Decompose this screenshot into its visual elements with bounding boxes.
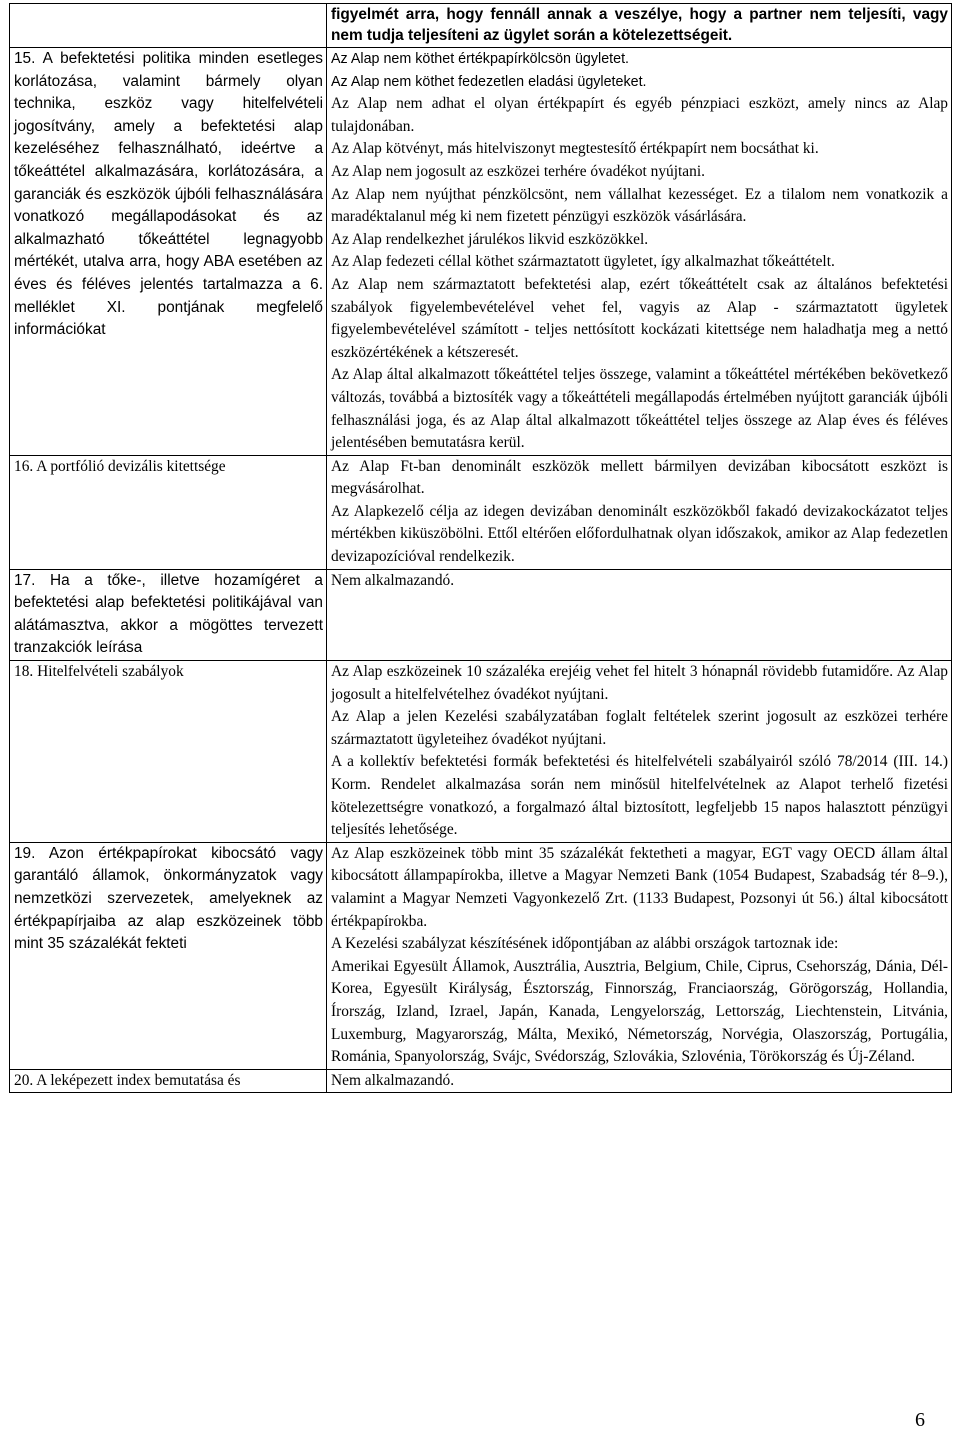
paragraph: Az Alap fedezeti céllal köthet származtatott ügyletet, így alkalmazhat tőkeáttételt. [331,253,835,271]
item-19-label: 19. Azon értékpapírokat kibocsátó vagy garantáló államok, önkormányzatok vagy nemzetközi szervezetek, amelyeknek az értékpapírjaiba az alap eszközeinek több mint 35 százalékát fekteti [14,844,323,953]
table-row [10,661,952,843]
table-row [10,842,952,1069]
item-20-label: 20. A leképezett index bemutatása és [14,1071,241,1089]
paragraph: Az Alap nem köthet fedezetlen eladási ügyleteket. [331,73,647,90]
item-17-label: 17. Ha a tőke-, illetve hozamígéret a befektetési alap befektetési politikájával van alátámasztva, akkor a mögöttes tervezett tranzakciók leírása [14,571,323,657]
paragraph: Az Alap nem származtatott befektetési alap, ezért tőkeáttételt csak az általános befektetési szabályok figyelembevételével vehet fel, vagyis az Alap - származtatott ügyletek figyelembevételével számított - teljes nettósított kockázati kitettsége nem haladhatja meg a nettó eszközértékének a kétszeresét. [331,275,948,361]
paragraph: A Kezelési szabályzat készítésének időpontjában az alábbi országok tartoznak ide: [331,935,839,953]
paragraph: Az Alap nem jogosult az eszközei terhére óvadékot nyújtani. [331,162,705,180]
row-label [10,48,327,456]
paragraph: Az Alap nem köthet értékpapírkölcsön ügyletet. [331,51,630,67]
paragraph: A a kollektív befektetési formák befektetési és hitelfelvételi szabályairól szóló 78/2014 (III. 14.) Korm. Rendelet alkalmazása során nem minősül hitelfelvételnek az Alapot terhelő fizetési kötelezettségre vonatkozó, a forgalmazó által biztosított, legfeljebb 15 napos halasztott pénzügyi teljesítés lehetősége. [331,753,948,839]
table-row [10,455,952,569]
paragraph: Az Alap Ft-ban denominált eszközök mellett bármilyen devizában kibocsátott eszközt is megvásárolhat. [331,457,948,498]
row-label [10,455,327,569]
paragraph: Az Alap eszközeinek 10 százaléka erejéig vehet fel hitelt 3 hónapnál rövidebb futamidőre. Az Alap jogosult a hitelfelvételhez óvadékot nyújtani. [331,663,948,703]
row-content [327,569,952,660]
paragraph: Az Alap nem adhat el olyan értékpapírt és egyéb pénzpiaci eszközt, amely nincs az Alap tulajdonában. [331,95,948,135]
paragraph: Az Alap rendelkezhet járulékos likvid eszközökkel. [331,230,649,248]
paragraph: Az Alapkezelő célja az idegen devizában denominált eszközökből fakadó devizakockázatot teljes mértékben kiküszöbölni. Ettől eltérően előfordulhatnak olyan időszakok, amikor az Alap fedezetlen devizapozícióval rendelkezik. [331,502,948,566]
paragraph: Az Alap eszközeinek több mint 35 százalékát fektetheti a magyar, EGT vagy OECD állam által kibocsátott állampapírokba, illetve a Magyar Nemzeti Bank (1054 Budapest, Szabadság tér 8–9.), valamint a Magyar Nemzeti Vagyonkezelő Zrt. (1133 Budapest, Pozsonyi út 56.) által kibocsátott értékpapírokba. [331,844,948,930]
row-content [327,842,952,1069]
paragraph: Az Alap által alkalmazott tőkeáttétel teljes összege, valamint a tőkeáttétel mértékében bekövetkező változás, továbbá a biztosíték vagy a tőkeáttételi megállapodás értelmében nyújtott garanciák újbóli felhasználási joga, és az Alap által alkalmazott tőkeáttétel teljes összege az Alap éves és féléves jelentésében bemutatásra kerül. [331,366,948,452]
paragraph: figyelmét arra, hogy fennáll annak a veszélye, hogy a partner nem teljesíti, vagy nem tudja teljesíteni az ügylet során a kötelezettségeit. [331,6,948,44]
table-row [10,569,952,660]
row-label [10,842,327,1069]
table-row [10,1069,952,1093]
paragraph: Amerikai Egyesült Államok, Ausztrália, Ausztria, Belgium, Chile, Ciprus, Csehország, Dánia, Dél-Korea, Egyesült Királyság, Észtország, Finnország, Franciaország, Görögország, Hollandia, Írország, Izland, Izrael, Japán, Kanada, Lengyelország, Lettország, Liechtenstein, Litvánia, Luxemburg, Magyarország, Málta, Mexikó, Németország, Norvégia, Olaszország, Portugália, Románia, Spanyolország, Svájc, Svédország, Szlovákia, Szlovénia, Törökország és Új-Zéland. [331,957,948,1066]
row-label [10,1069,327,1093]
row-label [10,4,327,48]
row-content [327,1069,952,1093]
row-content [327,48,952,456]
item-15-label: 15. A befektetési politika minden esetleges korlátozása, valamint bármely olyan technika, eszköz vagy hitelfelvételi jogosítvány, amely a befektetési alap kezeléséhez felhasználható, ideértve a tőkeáttétel alkalmazására, korlátozására, a garanciák és eszközök újbóli felhasználására vonatkozó megállapodásokat és az alkalmazható tőkeáttétel legnagyobb mértékét, utalva arra, hogy ABA esetében az éves és féléves jelentés tartalmazza a 6. melléklet XI. pontjának megfelelő információkat [14,50,323,339]
document-page [9,3,951,1093]
paragraph: Az Alap a jelen Kezelési szabályzatában foglalt feltételek szerint jogosult az eszközei terhére származtatott ügyleteihez óvadékot nyújtani. [331,708,948,748]
row-label [10,569,327,660]
regulation-table [9,3,952,1093]
paragraph: Az Alap nem nyújthat pénzkölcsönt, nem vállalhat kezességet. Ez a tilalom nem vonatkozik a maradéktalanul még ki nem fizetett pénzügyi eszközök vásárlására. [331,185,948,226]
item-16-label: 16. A portfólió devizális kitettsége [14,457,226,475]
paragraph: Az Alap kötvényt, más hitelviszonyt megtestesítő értékpapírt nem bocsáthat ki. [331,140,819,158]
row-label [10,661,327,843]
paragraph: Nem alkalmazandó. [331,1071,455,1089]
row-content [327,455,952,569]
row-content [327,661,952,843]
table-row [10,4,952,48]
paragraph: Nem alkalmazandó. [331,571,455,589]
item-18-label: 18. Hitelfelvételi szabályok [14,663,184,681]
row-content [327,4,952,48]
table-row [10,48,952,456]
page-number: 6 [915,1409,925,1431]
